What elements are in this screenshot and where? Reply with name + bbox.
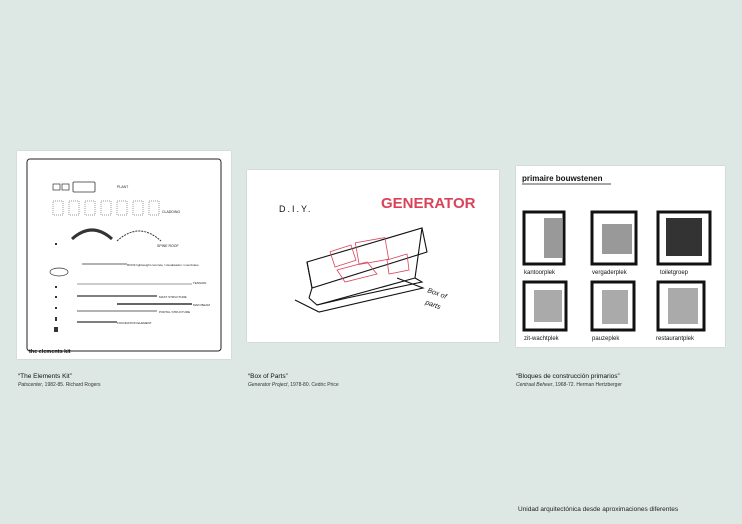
caption-subtitle-italic: Patscenter bbox=[18, 382, 42, 388]
caption-subtitle-rest: , 1968-72. Herman Hertzberger bbox=[552, 382, 622, 388]
cell-toiletgroep: toiletgroep bbox=[660, 270, 689, 276]
label-foundation: FOUNDATION ELEMENT bbox=[117, 321, 152, 325]
label-plant: PLANT bbox=[117, 185, 129, 189]
caption-elements-kit bbox=[18, 373, 238, 389]
caption-title: “The Elements Kit” bbox=[18, 373, 72, 380]
caption-subtitle-rest: , 1978-80. Cedric Price bbox=[287, 382, 339, 388]
note-line-2: parts bbox=[424, 299, 442, 312]
elements-kit-drawing bbox=[17, 151, 231, 359]
caption-subtitle bbox=[248, 381, 488, 389]
box-of-parts-image bbox=[247, 170, 499, 342]
footer-text: Unidad arquitectónica desde aproximaciones diferentes bbox=[518, 506, 679, 513]
cell-kantoorplek: kantoorplek bbox=[524, 270, 556, 276]
diy-text: D.I.Y. bbox=[279, 204, 313, 214]
label-main-beam: MAIN BEAM bbox=[193, 303, 210, 307]
bouwstenen-heading: primaire bouwstenen bbox=[522, 174, 603, 183]
cell-pauzeplek: pauzeplek bbox=[592, 336, 620, 342]
caption-subtitle bbox=[516, 381, 736, 389]
cell-zit-wachtplek: zit-wachtplek bbox=[524, 336, 559, 342]
label-mast: MAST STRUCTURE bbox=[159, 295, 187, 299]
generator-headline: GENERATOR bbox=[381, 195, 476, 212]
cell-restaurantplek: restaurantplek bbox=[656, 336, 695, 342]
box-of-parts-drawing bbox=[247, 170, 499, 342]
caption-box-of-parts bbox=[248, 373, 488, 389]
primaire-bouwstenen-image bbox=[516, 166, 725, 347]
caption-subtitle bbox=[18, 381, 238, 389]
bouwstenen-drawing bbox=[516, 166, 725, 347]
label-tension: TENSION bbox=[193, 281, 207, 285]
caption-bouwstenen bbox=[516, 373, 736, 389]
elements-kit-label: the elements kit bbox=[29, 349, 71, 355]
caption-subtitle-italic: Centraal Beheer bbox=[516, 382, 553, 388]
label-spine-roof: SPINE ROOF bbox=[157, 244, 179, 248]
caption-title: “Bloques de construcción primarios” bbox=[516, 373, 620, 380]
label-portal: PORTAL STRUCTURE bbox=[159, 310, 190, 314]
caption-title: “Box of Parts” bbox=[248, 373, 288, 380]
label-roof: ROOF lightweight concrete / visualisation / membrane bbox=[127, 263, 199, 267]
label-cladding: CLADDING bbox=[162, 210, 181, 214]
caption-subtitle-italic: Generator Project bbox=[248, 382, 288, 388]
caption-subtitle-rest: , 1982-85. Richard Rogers bbox=[41, 382, 101, 388]
note-line-1: Box of bbox=[426, 287, 448, 301]
elements-kit-image bbox=[17, 151, 231, 359]
cell-vergaderplek: vergaderplek bbox=[592, 270, 627, 276]
